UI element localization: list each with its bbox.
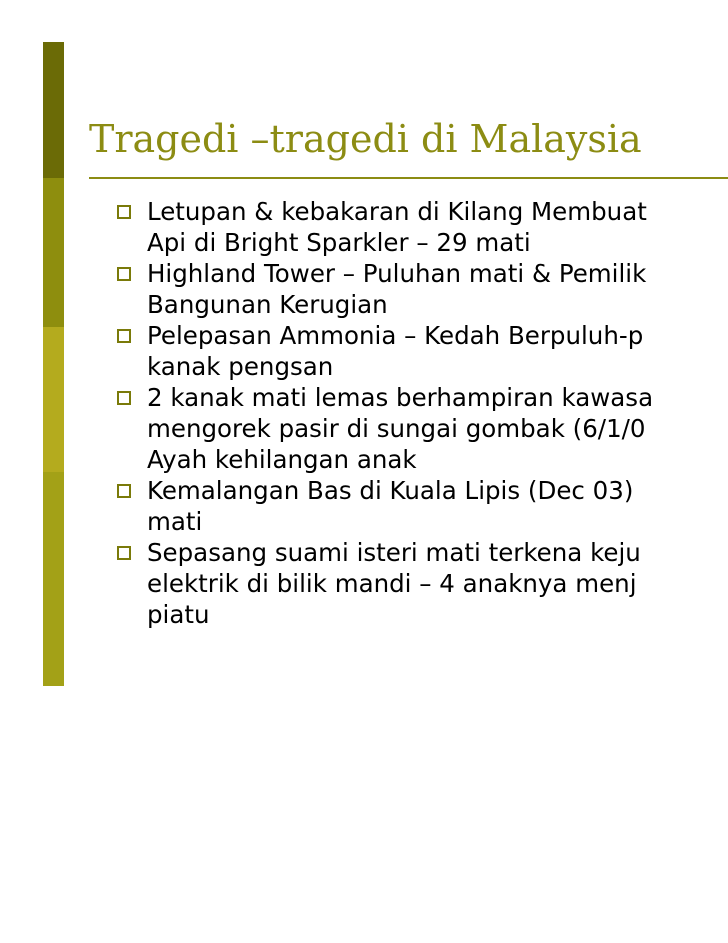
square-bullet-icon	[117, 484, 131, 498]
bullet-line: Ayah kehilangan anak	[147, 445, 417, 474]
bullet-item	[0, 320, 728, 382]
bullet-line: kanak pengsan	[147, 352, 334, 381]
bullet-line: Sepasang suami isteri mati terkena keju	[147, 538, 641, 567]
bullet-line: 2 kanak mati lemas berhampiran kawasa	[147, 383, 654, 412]
bullet-item	[0, 196, 728, 258]
square-bullet-icon	[117, 329, 131, 343]
slide-title: Tragedi –tragedi di Malaysia	[89, 117, 642, 161]
bullet-line: piatu	[147, 600, 210, 629]
bullet-line: Api di Bright Sparkler – 29 mati	[147, 228, 531, 257]
side-bar-segment	[43, 42, 64, 178]
bullet-item	[0, 382, 728, 475]
bullet-line: Highland Tower – Puluhan mati & Pemilik	[147, 259, 647, 288]
bullet-line: Kemalangan Bas di Kuala Lipis (Dec 03)	[147, 476, 634, 505]
square-bullet-icon	[117, 546, 131, 560]
bullet-line: Pelepasan Ammonia – Kedah Berpuluh-p	[147, 321, 644, 350]
bullet-line: mati	[147, 507, 203, 536]
bullet-list	[0, 196, 728, 630]
title-underline	[89, 177, 728, 179]
bullet-item	[0, 258, 728, 320]
square-bullet-icon	[117, 391, 131, 405]
square-bullet-icon	[117, 267, 131, 281]
bullet-line: mengorek pasir di sungai gombak (6/1/0	[147, 414, 646, 443]
bullet-item	[0, 537, 728, 630]
bullet-line: Bangunan Kerugian	[147, 290, 388, 319]
bullet-line: elektrik di bilik mandi – 4 anaknya menj	[147, 569, 637, 598]
bullet-item	[0, 475, 728, 537]
bullet-line: Letupan & kebakaran di Kilang Membuat	[147, 197, 647, 226]
square-bullet-icon	[117, 205, 131, 219]
